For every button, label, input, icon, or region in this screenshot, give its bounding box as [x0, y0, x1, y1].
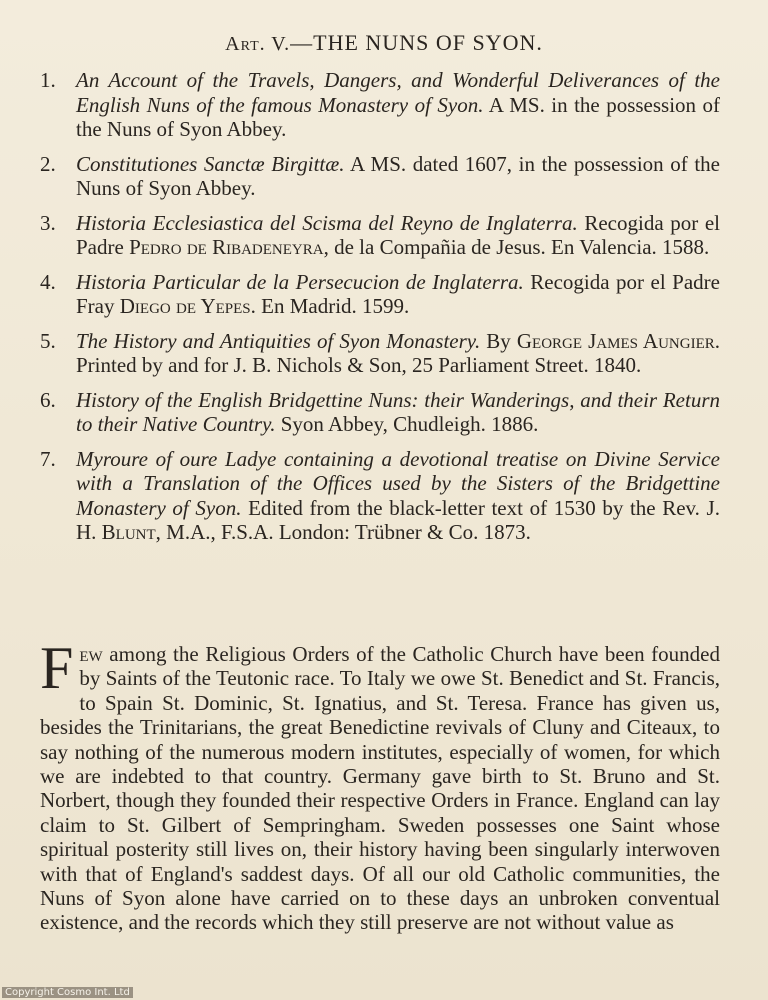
reference-item: [40, 447, 720, 545]
reference-item: [40, 211, 720, 260]
reference-list: [40, 68, 720, 555]
copyright-watermark: Copyright Cosmo Int. Ltd: [2, 987, 133, 998]
reference-number: 3.: [40, 210, 56, 235]
reference-details: . En Madrid. 1599.: [250, 294, 410, 318]
reference-title: The History and Antiquities of Syon Monastery.: [76, 328, 481, 353]
reference-number: 4.: [40, 269, 56, 294]
reference-details-prefix: Recogida por el Padre Fray: [76, 269, 720, 318]
reference-item: [40, 152, 720, 201]
reference-details-prefix: Recogida por el Padre: [76, 210, 721, 259]
reference-item: [40, 388, 720, 437]
reference-details: , M.A., F.S.A. London: Trübner & Co. 1873.: [155, 520, 531, 544]
reference-title: History of the English Bridgettine Nuns: their Wanderings, and their Return to their Native Country.: [76, 387, 720, 436]
reference-details: , de la Compañia de Jesus. En Valencia. 1588.: [323, 235, 710, 259]
article-title: —THE NUNS OF SYON.: [290, 30, 543, 55]
body-text: among the Religious Orders of the Catholic Church have been founded by Saints of the Teutonic race. To Italy we owe St. Benedict and St. Francis, to Spain St. Dominic, St. Ignatius, and St. Teresa. France has given us, besides the Trinitarians, the great Benedictine revivals of Cluny and Citeaux, to say nothing of the numerous modern institutes, especially of women, for which we are indebted to that country. Germany gave birth to St. Bruno and St. Norbert, though they founded their respective Orders in France. England can lay claim to St. Gilbert of Sempringham. Sweden possesses one Saint whose spiritual posterity still lives on, their history having been singularly interwoven with that of England's saddest days. Of all our old Catholic communities, the Nuns of Syon alone have carried on to these days an unbroken conventual existence, and the records which they still preserve are not without value as: [40, 642, 720, 935]
reference-number: 7.: [40, 446, 56, 471]
article-heading: [0, 30, 768, 56]
reference-number: 2.: [40, 151, 56, 176]
reference-author: George James Aungier: [516, 328, 715, 353]
reference-title: Constitutiones Sanctæ Birgittæ.: [76, 151, 345, 176]
reference-number: 1.: [40, 68, 56, 92]
reference-details: . Printed by and for J. B. Nichols & Son, 25 Parliament Street. 1840.: [76, 328, 720, 377]
reference-title: Myroure of oure Ladye containing a devotional treatise on Divine Service with a Translation of the Offices used by the Sisters of the Bridgettine Monastery of Syon.: [76, 446, 720, 520]
reference-author: Diego de Yepes: [119, 294, 251, 318]
reference-details: Syon Abbey, Chudleigh. 1886.: [275, 412, 539, 436]
reference-details: A MS. in the possession of the Nuns of Syon Abbey.: [76, 92, 720, 141]
reference-item: [40, 68, 720, 142]
reference-number: 5.: [40, 328, 56, 353]
reference-details: A MS. dated 1607, in the possession of the Nuns of Syon Abbey.: [76, 151, 720, 200]
reference-item: [40, 329, 720, 378]
reference-title: Historia Particular de la Persecucion de Inglaterra.: [76, 269, 524, 294]
reference-title: An Account of the Travels, Dangers, and Wonderful Deliverances of the English Nuns of the famous Monastery of Syon.: [76, 68, 720, 117]
reference-title: Historia Ecclesiastica del Scisma del Reyno de Inglaterra.: [76, 210, 578, 235]
body-paragraph: [40, 635, 720, 935]
reference-number: 6.: [40, 387, 56, 412]
lead-word: ew: [79, 642, 103, 666]
reference-details-prefix: Edited from the black-letter text of 1530 by the Rev. J. H.: [76, 495, 720, 544]
reference-details-prefix: By: [480, 328, 517, 353]
reference-author: Pedro de Ribadeneyra: [129, 235, 324, 259]
reference-author: Blunt: [101, 520, 156, 544]
article-number: Art. V.: [225, 33, 291, 55]
reference-item: [40, 270, 720, 319]
drop-cap: F: [40, 635, 74, 701]
